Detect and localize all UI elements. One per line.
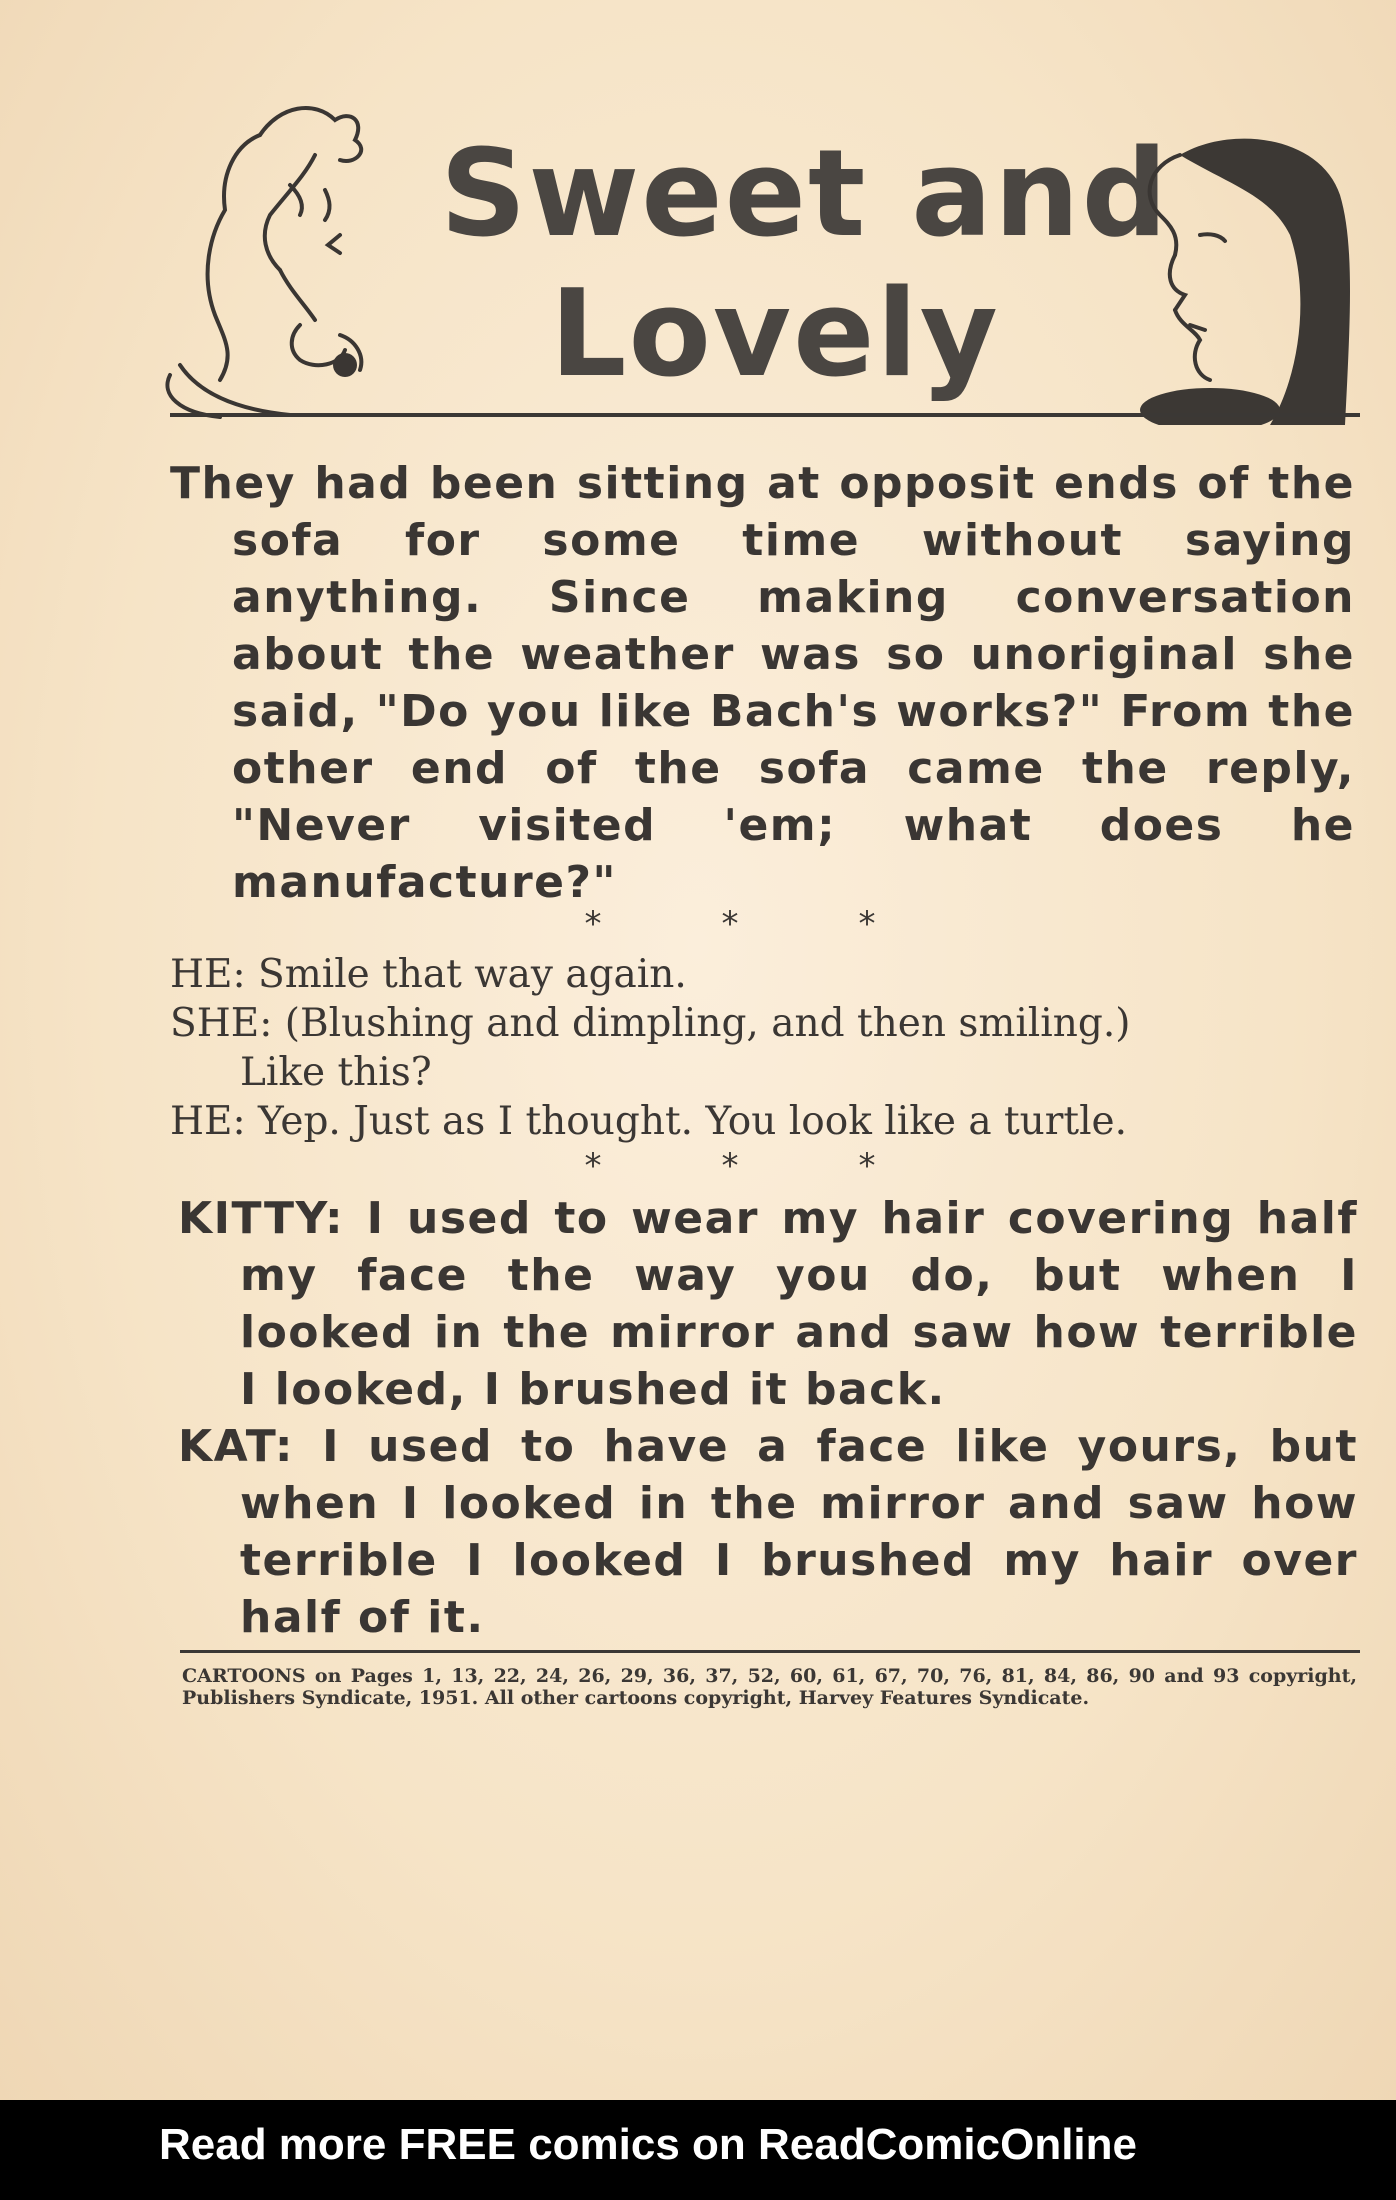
promo-banner[interactable] — [0, 2100, 1396, 2200]
star-1: * — [584, 904, 602, 944]
star-3: * — [858, 904, 876, 944]
separator-1 — [170, 905, 1355, 943]
star-2: * — [721, 904, 739, 944]
joke-2 — [170, 950, 1355, 1146]
joke-1-text: They had been sitting at opposit ends of the sofa for some time without saying anything. Since making conversation about the weather was so unoriginal she said, "Do you like Bach's works?" From the other end of the sofa came the reply, "Never visited 'em; what does he manufacture?" — [170, 458, 1355, 908]
promo-banner-text[interactable]: Read more FREE comics on ReadComicOnline — [158, 2120, 1137, 2169]
page-header — [140, 95, 1360, 425]
page-title-line-1: Sweet and — [440, 125, 1170, 264]
joke-1 — [170, 455, 1355, 911]
joke-3 — [178, 1190, 1358, 1646]
star-1: * — [584, 1146, 602, 1186]
cartoon-woman-left-illustration — [140, 95, 390, 425]
star-3: * — [858, 1146, 876, 1186]
page-title-line-2: Lovely — [550, 265, 1000, 404]
joke-3-kat: KAT: I used to have a face like yours, but when I looked in the mirror and saw how terrible I looked I brushed my hair over half of it. — [178, 1421, 1358, 1643]
star-2: * — [721, 1146, 739, 1186]
joke-2-line-4: HE: Yep. Just as I thought. You look like a turtle. — [170, 1099, 1128, 1144]
separator-2 — [170, 1147, 1355, 1185]
joke-2-line-2: SHE: (Blushing and dimpling, and then smiling.) — [170, 1001, 1131, 1046]
joke-2-line-1: HE: Smile that way again. — [170, 952, 687, 997]
joke-2-line-3: Like this? — [240, 1050, 432, 1095]
footer-rule — [180, 1650, 1360, 1653]
cartoon-credits: CARTOONS on Pages 1, 13, 22, 24, 26, 29, 36, 37, 52, 60, 61, 67, 70, 76, 81, 84, 86, 90 and 93 copyright, Publishers Syndicate, 1951. All other cartoons copyright, Harvey Features Syndicate. — [182, 1665, 1357, 1709]
title-underline — [170, 413, 1360, 417]
joke-3-kitty: KITTY: I used to wear my hair covering half my face the way you do, but when I looked in the mirror and saw how terrible I looked, I brushed it back. — [178, 1193, 1358, 1415]
cartoon-woman-right-illustration — [1120, 125, 1360, 425]
